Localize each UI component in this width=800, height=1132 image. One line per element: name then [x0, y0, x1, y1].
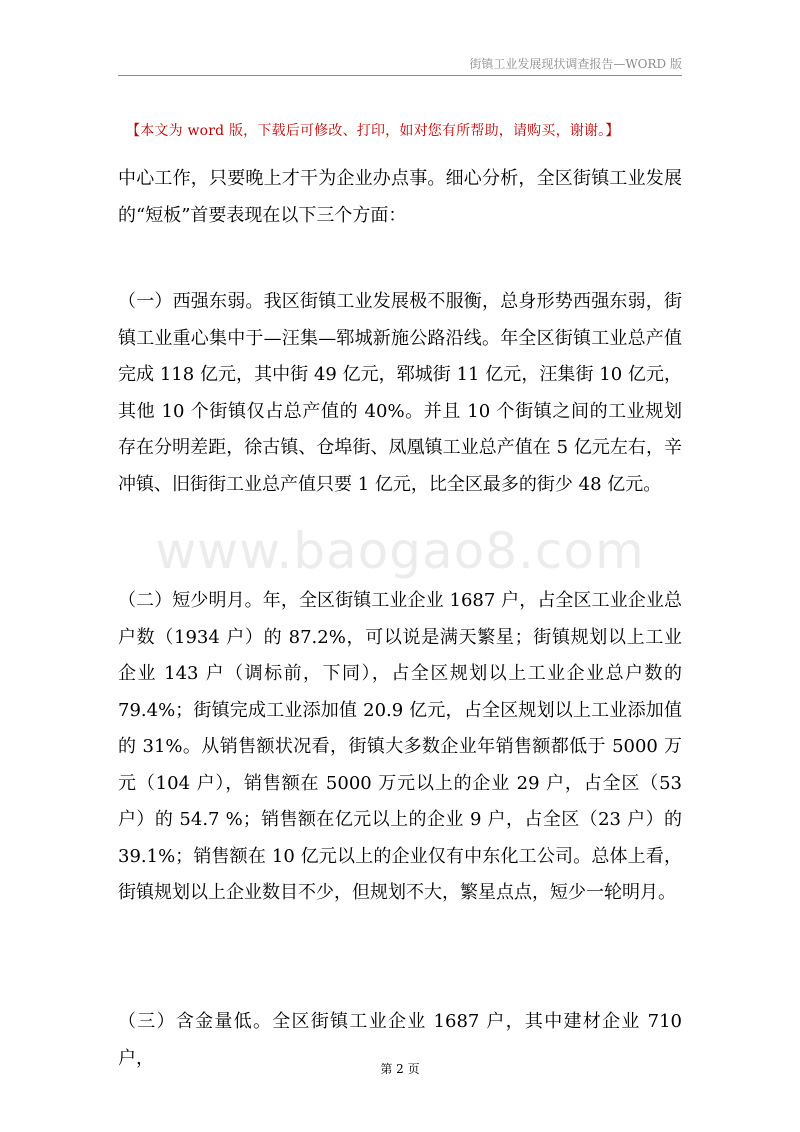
- paragraph-low-value: （三）含金量低。全区街镇工业企业 1687 户，其中建材企业 710 户，: [118, 1011, 682, 1069]
- paragraph-west-strong-east-weak: （一）西强东弱。我区街镇工业发展极不服衡，总身形势西强东弱，街镇工业重心集中于—汪集—郓城新施公路沿线。年全区街镇工业总产值完成 118 亿元，其中街 49 亿元，郓城街 11 亿元，汪集街 10 亿元，其他 10 个街镇仅占总产值的 40%。并且 10 个街镇之间的工业规划存在分明差距，徐古镇、仓埠街、凤凰镇工业总产值在 5 亿元左右，辛冲镇、旧街街工业总产值只要 1 亿元，比全区最多的街少 48 亿元。: [118, 291, 682, 495]
- paragraph-intro: 中心工作，只要晚上才干为企业办点事。细心分析，全区街镇工业发展的“短板”首要表现在以下三个方面：: [118, 168, 682, 226]
- paragraph-lacking-leaders: （二）短少明月。年，全区街镇工业企业 1687 户，占全区工业企业总户数（1934 户）的 87.2%，可以说是满天繁星；街镇规划以上工业企业 143 户（调标前，下同），占全区规划以上工业企业总户数的 79.4%；街镇完成工业添加值 20.9 亿元，占全区规划以上工业添加值的 31%。从销售额状况看，街镇大多数企业年销售额都低于 5000 万元（104 户），销售额在 5000 万元以上的企业 29 户，占全区（53 户）的 54.7 %；销售额在亿元以上的企业 9 户，占全区（23 户）的 39.1%；销售额在 10 亿元以上的企业仅有中东化工公司。总体上看，街镇规划以上企业数目不少，但规划不大，繁星点点，短少一轮明月。: [118, 590, 682, 903]
- watermark: www.baogao8.com: [155, 522, 645, 580]
- running-header: 街镇工业发展现状调查报告—WORD 版: [469, 57, 682, 71]
- header-rule: [118, 75, 682, 76]
- page-number: 第 2 页: [380, 1062, 420, 1076]
- purchase-notice: 【本文为 word 版，下载后可修改、打印，如对您有所帮助，请购买，谢谢。】: [126, 123, 620, 139]
